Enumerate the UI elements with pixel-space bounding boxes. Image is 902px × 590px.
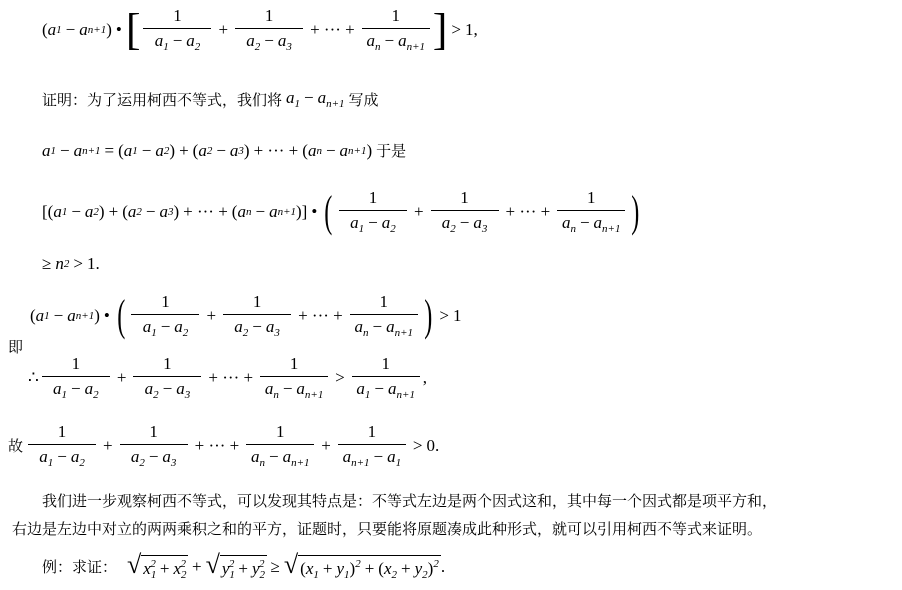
- equation-2-tail: 于是: [376, 142, 407, 160]
- paragraph-line-1-text: 我们进一步观察柯西不等式，可以发现其特点是：不等式左边是两个因式这和，其中每一个因式都是项平方和，: [42, 492, 778, 510]
- proof-intro-text: 证明：为了运用柯西不等式，我们将: [42, 90, 283, 109]
- proof-intro: 证明：为了运用柯西不等式，我们将 $a_1 - a_{n+1}$ 写成: [42, 88, 379, 110]
- paragraph-line-2: [12, 518, 762, 539]
- equation-2: a 1 − a n+1 = ( a 1 − a 2 ) + ( a 2 − a 3 ) + ··· + ( a n − a n+1 ) 于是: [42, 140, 407, 160]
- sqrt-2: √ $y_1^2 + y_2^2$: [205, 550, 266, 581]
- label-ji: [8, 336, 23, 357]
- example-line: 例：求证： √ $x_1^2 + x_2^2$ + √ $y_1^2 + y_2^2$ ≥ √ $(x_1 + y_1)^2 + (x_2 + y_2)^2$ .: [42, 550, 446, 581]
- paragraph-line-1: [42, 490, 777, 511]
- paragraph-line-2-text: 右边是左边中对立的两两乘积之和的平方，证题时，只要能将原题凑成此种形式，就可以引用柯西不等式来证明。: [12, 520, 763, 538]
- equation-4: ≥ n 2 > 1.: [42, 254, 100, 273]
- label-gu: 故: [8, 437, 24, 455]
- equation-1: ( a 1 − a n+1 ) • [ $\frac{1}{a_1 - a_2}$ + $\frac{1}{a_2 - a_3}$ + ··· + $\frac{1}{a_n - a_{n+1}}$ ] > 1,: [42, 4, 478, 54]
- equation-5: ( a 1 − a n+1 ) • ( $\frac{1}{a_1 - a_2}$ + $\frac{1}{a_2 - a_3}$ + ··· + $\frac{1}{a_n - a_{n+1}}$ ) > 1: [30, 290, 462, 340]
- equation-7: 故 $\frac{1}{a_1 - a_2}$ + $\frac{1}{a_2 - a_3}$ + ··· + $\frac{1}{a_n - a_{n+1}}$ + $\frac{1}{a_{n+1} - a_1}$ > 0.: [8, 422, 440, 469]
- equation-6: ∴ $\frac{1}{a_1 - a_2}$ + $\frac{1}{a_2 - a_3}$ + ··· + $\frac{1}{a_n - a_{n+1}}$ > $\frac{1}{a_1 - a_{n+1}}$ ,: [28, 354, 427, 401]
- sqrt-1: √ $x_1^2 + x_2^2$: [127, 550, 187, 581]
- sqrt-3: √ $(x_1 + y_1)^2 + (x_2 + y_2)^2$: [283, 550, 439, 581]
- label-ji-text: 即: [8, 338, 24, 356]
- example-label: 例：求证：: [42, 558, 118, 576]
- proof-intro-tail: 写成: [348, 90, 379, 109]
- equation-3: [( a 1 − a 2 ) + ( a 2 − a 3 ) + ··· + ( a n − a n+1 )] • ( $\frac{1}{a_1 - a_2}$ + $\frac{1}{a_2 - a_3}$ + ··· + $\frac{1}{a_n - a_{n+1}}$ ): [42, 186, 640, 236]
